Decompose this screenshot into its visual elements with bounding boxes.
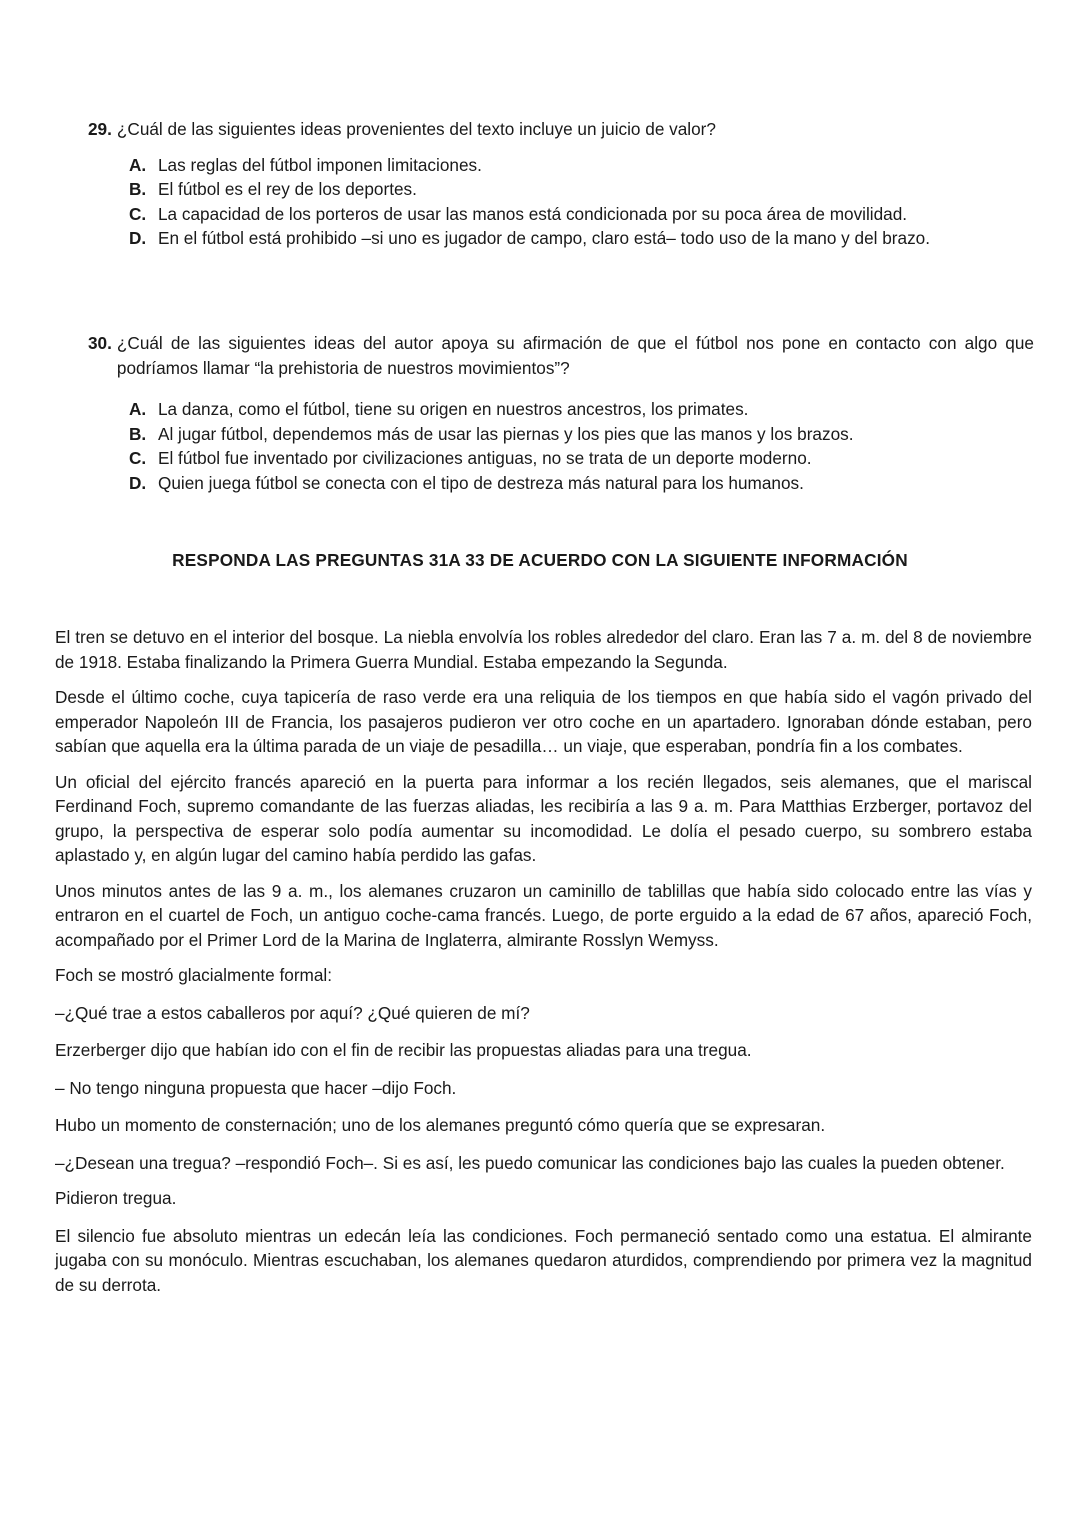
question-text: ¿Cuál de las siguientes ideas del autor apoya su afirmación de que el fútbol nos pone en contacto con algo que podríamos llamar “la prehistoria de nuestros movimientos”? (116, 333, 1034, 378)
option-c (129, 446, 1029, 471)
passage-paragraph: El silencio fue absoluto mientras un edecán leía las condiciones. Foch permaneció sentado como una estatua. El almirante jugaba con su monóculo. Mientras escuchaban, los alemanes quedaron aturdidos, comprendiendo por primera vez la magnitud de su derrota. (55, 1225, 1032, 1295)
option-text: El fútbol fue inventado por civilizaciones antiguas, no se trata de un deporte moderno. (158, 448, 812, 468)
question-number: 30. (88, 333, 112, 353)
option-letter: D. (129, 228, 147, 248)
option-text: Al jugar fútbol, dependemos más de usar las piernas y los pies que las manos y los brazos. (158, 423, 854, 444)
passage-paragraph: –¿Desean una tregua? –respondió Foch–. Si es así, les puedo comunicar las condiciones bajo las cuales la pueden obtener. (55, 1152, 1005, 1173)
question-stem (88, 331, 1034, 380)
answer-options (88, 153, 1029, 251)
question-number: 29. (88, 119, 112, 139)
option-letter: B. (129, 423, 147, 444)
option-a (129, 397, 1029, 422)
passage-paragraph: Erzerberger dijo que habían ido con el fin de recibir las propuestas aliadas para una tregua. (55, 1040, 752, 1060)
section-heading: RESPONDA LAS PREGUNTAS 31A 33 DE ACUERDO CON LA SIGUIENTE INFORMACIÓN (172, 550, 908, 570)
passage-paragraph: Unos minutos antes de las 9 a. m., los alemanes cruzaron un caminillo de tablillas que había sido colocado entre las vías y entraron en el cuartel de Foch, un antiguo coche-cama francés. Luego, de porte erguido a la edad de 67 años, apareció Foch, acompañado por el Primer Lord de la Marina de Inglaterra, almirante Rosslyn Wemyss. (55, 880, 1032, 950)
option-letter: C. (129, 203, 147, 224)
option-letter: A. (129, 399, 147, 419)
option-d (129, 471, 1029, 496)
question-29 (88, 117, 1034, 251)
question-30 (88, 331, 1034, 495)
passage-paragraph: Hubo un momento de consternación; uno de los alemanes preguntó cómo quería que se expresaran. (55, 1115, 826, 1135)
option-text: Quien juega fútbol se conecta con el tipo de destreza más natural para los humanos. (158, 472, 804, 493)
option-c (129, 202, 1029, 227)
passage-paragraph: – No tengo ninguna propuesta que hacer –dijo Foch. (55, 1077, 457, 1098)
option-b (129, 177, 1029, 202)
option-text: El fútbol es el rey de los deportes. (158, 179, 417, 199)
passage-paragraph: El tren se detuvo en el interior del bosque. La niebla envolvía los robles alrededor del claro. Eran las 7 a. m. del 8 de noviembre de 1918. Estaba finalizando la Primera Guerra Mundial. Estaba empezando la Segunda. (55, 627, 1032, 672)
option-letter: D. (129, 472, 147, 493)
option-text: Las reglas del fútbol imponen limitaciones. (158, 154, 482, 175)
option-b (129, 422, 1029, 447)
option-text: La capacidad de los porteros de usar las manos está condicionada por su poca área de movilidad. (158, 203, 908, 224)
question-stem (88, 117, 1034, 142)
passage-paragraph: Foch se mostró glacialmente formal: (55, 965, 333, 985)
option-letter: B. (129, 179, 147, 199)
answer-options (88, 397, 1029, 495)
option-letter: A. (129, 154, 147, 175)
passage-paragraph: Un oficial del ejército francés apareció en la puerta para informar a los recién llegados, seis alemanes, que el mariscal Ferdinand Foch, supremo comandante de las fuerzas aliadas, les recibiría a las 9 a. m. Para Matthias Erzberger, portavoz del grupo, la perspectiva de esperar solo podía aumentar su incomodidad. Le dolía el pesado cuerpo, su sombrero estaba aplastado y, en algún lugar del camino había perdido las gafas. (55, 771, 1032, 865)
option-text: La danza, como el fútbol, tiene su origen en nuestros ancestros, los primates. (158, 399, 749, 419)
option-letter: C. (129, 448, 147, 468)
passage-paragraph: –¿Qué trae a estos caballeros por aquí? ¿Qué quieren de mí? (55, 1002, 530, 1023)
reading-passage (55, 625, 1032, 1308)
option-text: En el fútbol está prohibido –si uno es jugador de campo, claro está– todo uso de la mano y del brazo. (158, 228, 931, 248)
question-text: ¿Cuál de las siguientes ideas provenientes del texto incluye un juicio de valor? (116, 119, 716, 139)
passage-paragraph: Pidieron tregua. (55, 1188, 177, 1208)
passage-paragraph: Desde el último coche, cuya tapicería de raso verde era una reliquia de los tiempos en que había sido el vagón privado del emperador Napoleón III de Francia, los pasajeros pudieron ver otro coche en un apartadero. Ignoraban dónde estaban, pero sabían que aquella era la última parada de un viaje de pesadilla… un viaje, que esperaban, pondría fin a los combates. (55, 687, 1032, 756)
option-a (129, 153, 1029, 178)
option-d (129, 226, 1029, 251)
